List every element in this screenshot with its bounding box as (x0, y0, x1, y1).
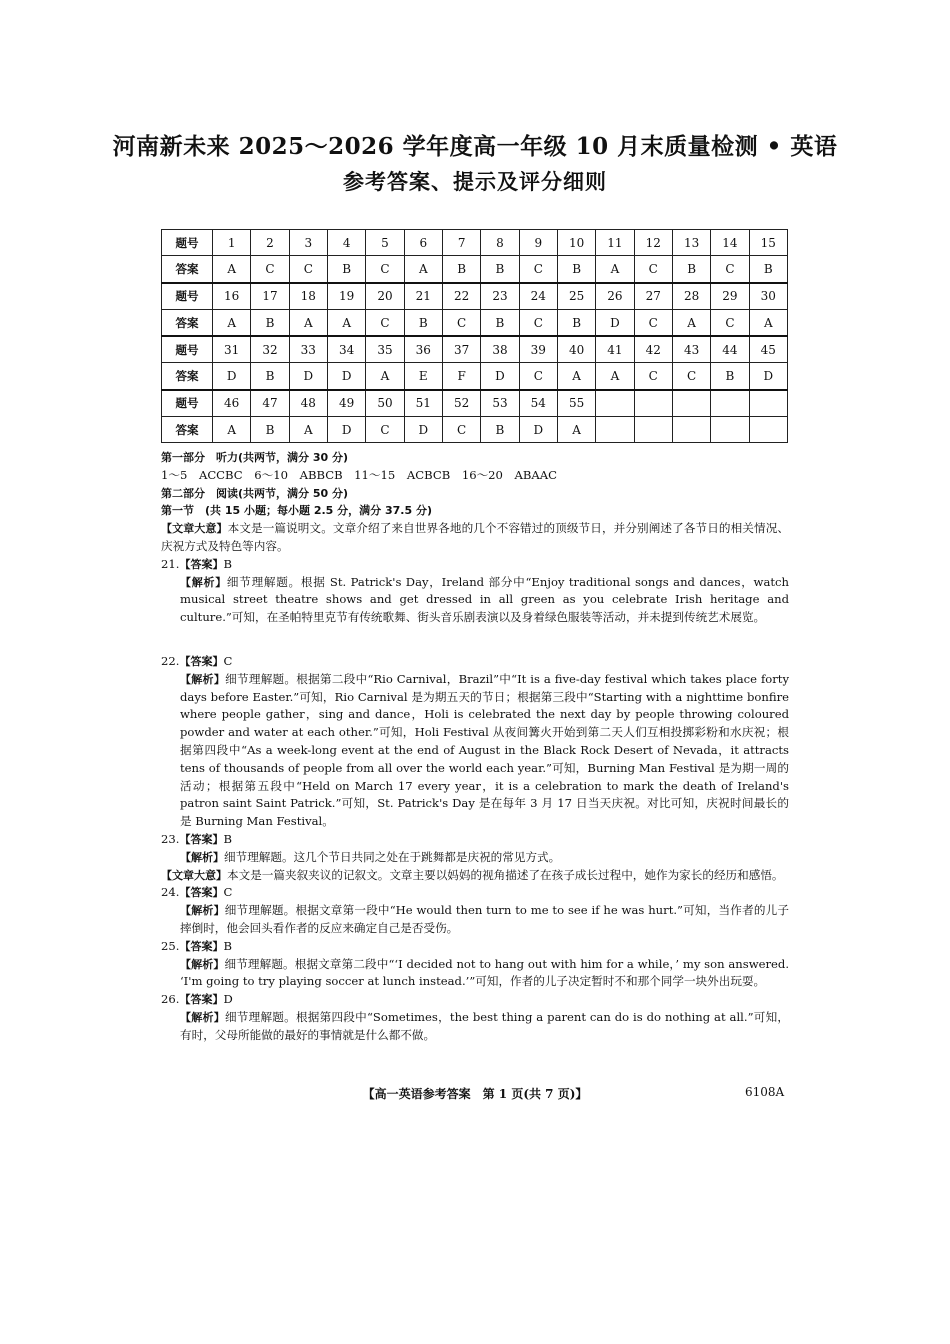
answer-cell: D (327, 363, 365, 390)
answer-cell: C (366, 309, 404, 336)
question-number-cell: 48 (289, 390, 327, 417)
question-number-cell: 45 (749, 336, 787, 363)
answer-cell: B (481, 417, 519, 443)
answer-cell: A (404, 256, 442, 283)
part1-heading: 第一部分 听力(共两节，满分 30 分) (161, 451, 349, 464)
question-analysis: 【解析】细节理解题。根据第四段中“Sometimes，the best thing a parent can do is do nothing at all.”可知，有时，父母所能做的最好的事情就是什么都不做。 (180, 1009, 790, 1042)
question-number-cell: 28 (672, 283, 710, 310)
row-label-answer: 答案 (162, 417, 213, 443)
answer-cell: C (672, 363, 710, 390)
question-answer: 21.【答案】B (161, 556, 232, 571)
question-number-cell: 25 (557, 283, 595, 310)
question-number-cell: 19 (327, 283, 365, 310)
answer-cell: A (213, 256, 251, 283)
answer-cell (711, 417, 749, 443)
question-number-cell: 15 (749, 230, 787, 256)
answer-cell: C (442, 417, 480, 443)
question-number-cell: 41 (596, 336, 634, 363)
question-number-cell: 26 (596, 283, 634, 310)
document-code: 6108A (745, 1085, 785, 1099)
page-subtitle: 参考答案、提示及评分细则 (343, 169, 607, 194)
question-answer: 22.【答案】C (161, 653, 233, 668)
question-number-cell: 52 (442, 390, 480, 417)
question-number-cell: 34 (327, 336, 365, 363)
question-number-cell: 10 (557, 230, 595, 256)
question-number-cell: 27 (634, 283, 672, 310)
answer-cell: B (327, 256, 365, 283)
answer-cell: B (481, 309, 519, 336)
answer-cell: C (289, 256, 327, 283)
answer-row (162, 363, 788, 390)
answer-cell: A (557, 417, 595, 443)
answer-cell (672, 417, 710, 443)
answer-cell: B (557, 309, 595, 336)
question-number-cell: 30 (749, 283, 787, 310)
answer-cell (596, 417, 634, 443)
answer-cell: A (366, 363, 404, 390)
question-number-cell: 32 (251, 336, 289, 363)
question-number-cell (672, 390, 710, 417)
answer-cell: B (749, 256, 787, 283)
answer-cell: C (711, 256, 749, 283)
answer-cell (749, 417, 787, 443)
question-number-cell: 1 (213, 230, 251, 256)
answer-cell: B (672, 256, 710, 283)
answer-cell: B (481, 256, 519, 283)
question-number-row (162, 283, 788, 310)
question-number-row (162, 390, 788, 417)
question-number-cell: 6 (404, 230, 442, 256)
question-answer: 23.【答案】B (161, 831, 232, 846)
question-number-cell: 24 (519, 283, 557, 310)
question-number-cell: 17 (251, 283, 289, 310)
question-number-cell: 31 (213, 336, 251, 363)
question-number-cell: 47 (251, 390, 289, 417)
row-label-answer: 答案 (162, 363, 213, 390)
answer-cell: C (519, 363, 557, 390)
answer-cell: C (519, 309, 557, 336)
answer-cell: A (749, 309, 787, 336)
answer-cell: B (251, 363, 289, 390)
answer-cell: A (327, 309, 365, 336)
question-number-cell: 35 (366, 336, 404, 363)
answer-cell: B (557, 256, 595, 283)
row-label-question: 题号 (162, 390, 213, 417)
question-number-cell: 44 (711, 336, 749, 363)
question-number-cell: 53 (481, 390, 519, 417)
answer-cell: D (404, 417, 442, 443)
question-number-cell: 14 (711, 230, 749, 256)
question-number-cell: 33 (289, 336, 327, 363)
question-number-cell: 55 (557, 390, 595, 417)
question-number-cell: 18 (289, 283, 327, 310)
page-title: 河南新未来 2025～2026 学年度高一年级 10 月末质量检测 • 英语 (112, 133, 838, 160)
answer-cell: B (711, 363, 749, 390)
row-label-question: 题号 (162, 230, 213, 256)
question-answer: 24.【答案】C (161, 885, 233, 900)
answer-table (161, 229, 788, 443)
question-number-cell (749, 390, 787, 417)
question-number-cell (711, 390, 749, 417)
row-label-question: 题号 (162, 283, 213, 310)
question-number-cell: 23 (481, 283, 519, 310)
question-number-cell: 29 (711, 283, 749, 310)
answer-cell: B (404, 309, 442, 336)
spacer (161, 627, 789, 653)
question-number-cell: 8 (481, 230, 519, 256)
answer-explanations (161, 449, 789, 1045)
part2-heading: 第二部分 阅读(共两节，满分 50 分) (161, 486, 349, 500)
answer-cell: C (366, 417, 404, 443)
question-number-row (162, 336, 788, 363)
question-analysis: 【解析】细节理解题。根据 St. Patrick's Day，Ireland 部分中“Enjoy traditional songs and dances，watch musical street theatre shows and get dressed in all green as you celebrate Irish heritage and culture.”可知，在圣帕特里克节有传统歌舞、街头音乐剧表演以及身着绿色服装等活动，并未提到传统艺术展览。 (180, 574, 789, 625)
question-analysis: 【解析】细节理解题。根据文章第二段中“‘I decided not to hang out with him for a while，’ my son answered. ‘I'm going to try playing soccer at lunch instead.’”可知，作者的儿子决定暂时不和那个同学一块外出玩耍。 (180, 956, 790, 989)
question-analysis: 【解析】细节理解题。根据第二段中“Rio Carnival，Brazil”中“It is a five-day festival which takes place forty days before Easter.”可知，Rio Carnival 是为期五天的节日；根据第三段中“Starting with a nighttime bonfire where people gather，sing and dance，Holi is celebrated the next day by people throwing coloured powder and water at each other.”可知，Holi Festival 从夜间篝火开始到第二天人们互相投掷彩粉和水庆祝；根据第四段中“As a week-long event at the end of August in the Black Rock Desert of Nevada，it attracts tens of thousands of people from all over the world each year.”可知，Burning Man Festival 是为期一周的活动；根据第五段中“Held on March 17 every year，it is a celebration to mark the death of Ireland's patron saint Saint Patrick.”可知，St. Patrick's Day 是在每年 3 月 17 日当天庆祝。对比可知，庆祝时间最长的是 Burning Man Festival。 (180, 671, 790, 829)
answer-cell: C (634, 309, 672, 336)
part1-answers: 1～5 ACCBC 6～10 ABBCB 11～15 ACBCB 16～20 ABAAC (161, 467, 558, 482)
answer-cell: F (442, 363, 480, 390)
question-number-cell: 43 (672, 336, 710, 363)
answer-cell: A (557, 363, 595, 390)
row-label-answer: 答案 (162, 256, 213, 283)
question-number-cell: 49 (327, 390, 365, 417)
answer-cell: A (596, 256, 634, 283)
answer-cell: B (442, 256, 480, 283)
answer-cell: D (327, 417, 365, 443)
answer-cell: D (596, 309, 634, 336)
question-number-cell: 3 (289, 230, 327, 256)
question-number-cell: 21 (404, 283, 442, 310)
question-number-cell: 9 (519, 230, 557, 256)
row-label-answer: 答案 (162, 309, 213, 336)
answer-cell: A (289, 417, 327, 443)
question-number-cell: 39 (519, 336, 557, 363)
answer-cell: B (251, 417, 289, 443)
question-number-row (162, 230, 788, 256)
question-number-cell: 4 (327, 230, 365, 256)
question-number-cell: 46 (213, 390, 251, 417)
answer-cell: D (519, 417, 557, 443)
question-number-cell: 7 (442, 230, 480, 256)
answer-cell: A (213, 417, 251, 443)
question-answer: 26.【答案】D (161, 992, 233, 1007)
question-analysis: 【解析】细节理解题。根据文章第一段中“He would then turn to me to see if he was hurt.”可知，当作者的儿子摔倒时，他会回头看作者的反应来确定自己是否受伤。 (180, 903, 790, 935)
answer-cell: C (366, 256, 404, 283)
answer-cell: E (404, 363, 442, 390)
row-label-question: 题号 (162, 336, 213, 363)
answer-cell: C (634, 256, 672, 283)
question-number-cell (596, 390, 634, 417)
question-number-cell: 13 (672, 230, 710, 256)
question-number-cell: 2 (251, 230, 289, 256)
question-number-cell: 36 (404, 336, 442, 363)
answer-cell (634, 417, 672, 443)
answer-cell: C (711, 309, 749, 336)
question-number-cell (634, 390, 672, 417)
question-number-cell: 11 (596, 230, 634, 256)
section1-heading: 第一节 (共 15 小题；每小题 2.5 分，满分 37.5 分) (161, 504, 432, 518)
answer-cell: D (481, 363, 519, 390)
answer-cell: A (289, 309, 327, 336)
question-number-cell: 37 (442, 336, 480, 363)
answer-cell: C (251, 256, 289, 283)
answer-cell: D (749, 363, 787, 390)
question-number-cell: 50 (366, 390, 404, 417)
answer-cell: D (289, 363, 327, 390)
question-number-cell: 20 (366, 283, 404, 310)
answer-cell: C (634, 363, 672, 390)
answer-cell: D (213, 363, 251, 390)
question-number-cell: 5 (366, 230, 404, 256)
question-number-cell: 12 (634, 230, 672, 256)
answer-cell: A (596, 363, 634, 390)
passage-summary: 【文章大意】本文是一篇说明文。文章介绍了来自世界各地的几个不容错过的顶级节日，并分别阐述了各节日的相关情况、庆祝方式及特色等内容。 (161, 521, 789, 553)
answer-row (162, 417, 788, 443)
answer-cell: C (442, 309, 480, 336)
answer-row (162, 256, 788, 283)
answer-cell: B (251, 309, 289, 336)
answer-row (162, 309, 788, 336)
answer-cell: A (672, 309, 710, 336)
question-number-cell: 16 (213, 283, 251, 310)
question-number-cell: 38 (481, 336, 519, 363)
question-number-cell: 40 (557, 336, 595, 363)
answer-cell: C (519, 256, 557, 283)
question-number-cell: 22 (442, 283, 480, 310)
question-answer: 25.【答案】B (161, 938, 232, 953)
question-number-cell: 54 (519, 390, 557, 417)
question-number-cell: 42 (634, 336, 672, 363)
page-footer: 【高一英语参考答案 第 1 页(共 7 页)】 (362, 1087, 588, 1101)
question-analysis: 【解析】细节理解题。这几个节日共同之处在于跳舞都是庆祝的常见方式。 (180, 849, 561, 864)
answer-cell: A (213, 309, 251, 336)
question-number-cell: 51 (404, 390, 442, 417)
passage-summary: 【文章大意】本文是一篇夹叙夹议的记叙文。文章主要以妈妈的视角描述了在孩子成长过程中，她作为家长的经历和感悟。 (161, 867, 784, 882)
